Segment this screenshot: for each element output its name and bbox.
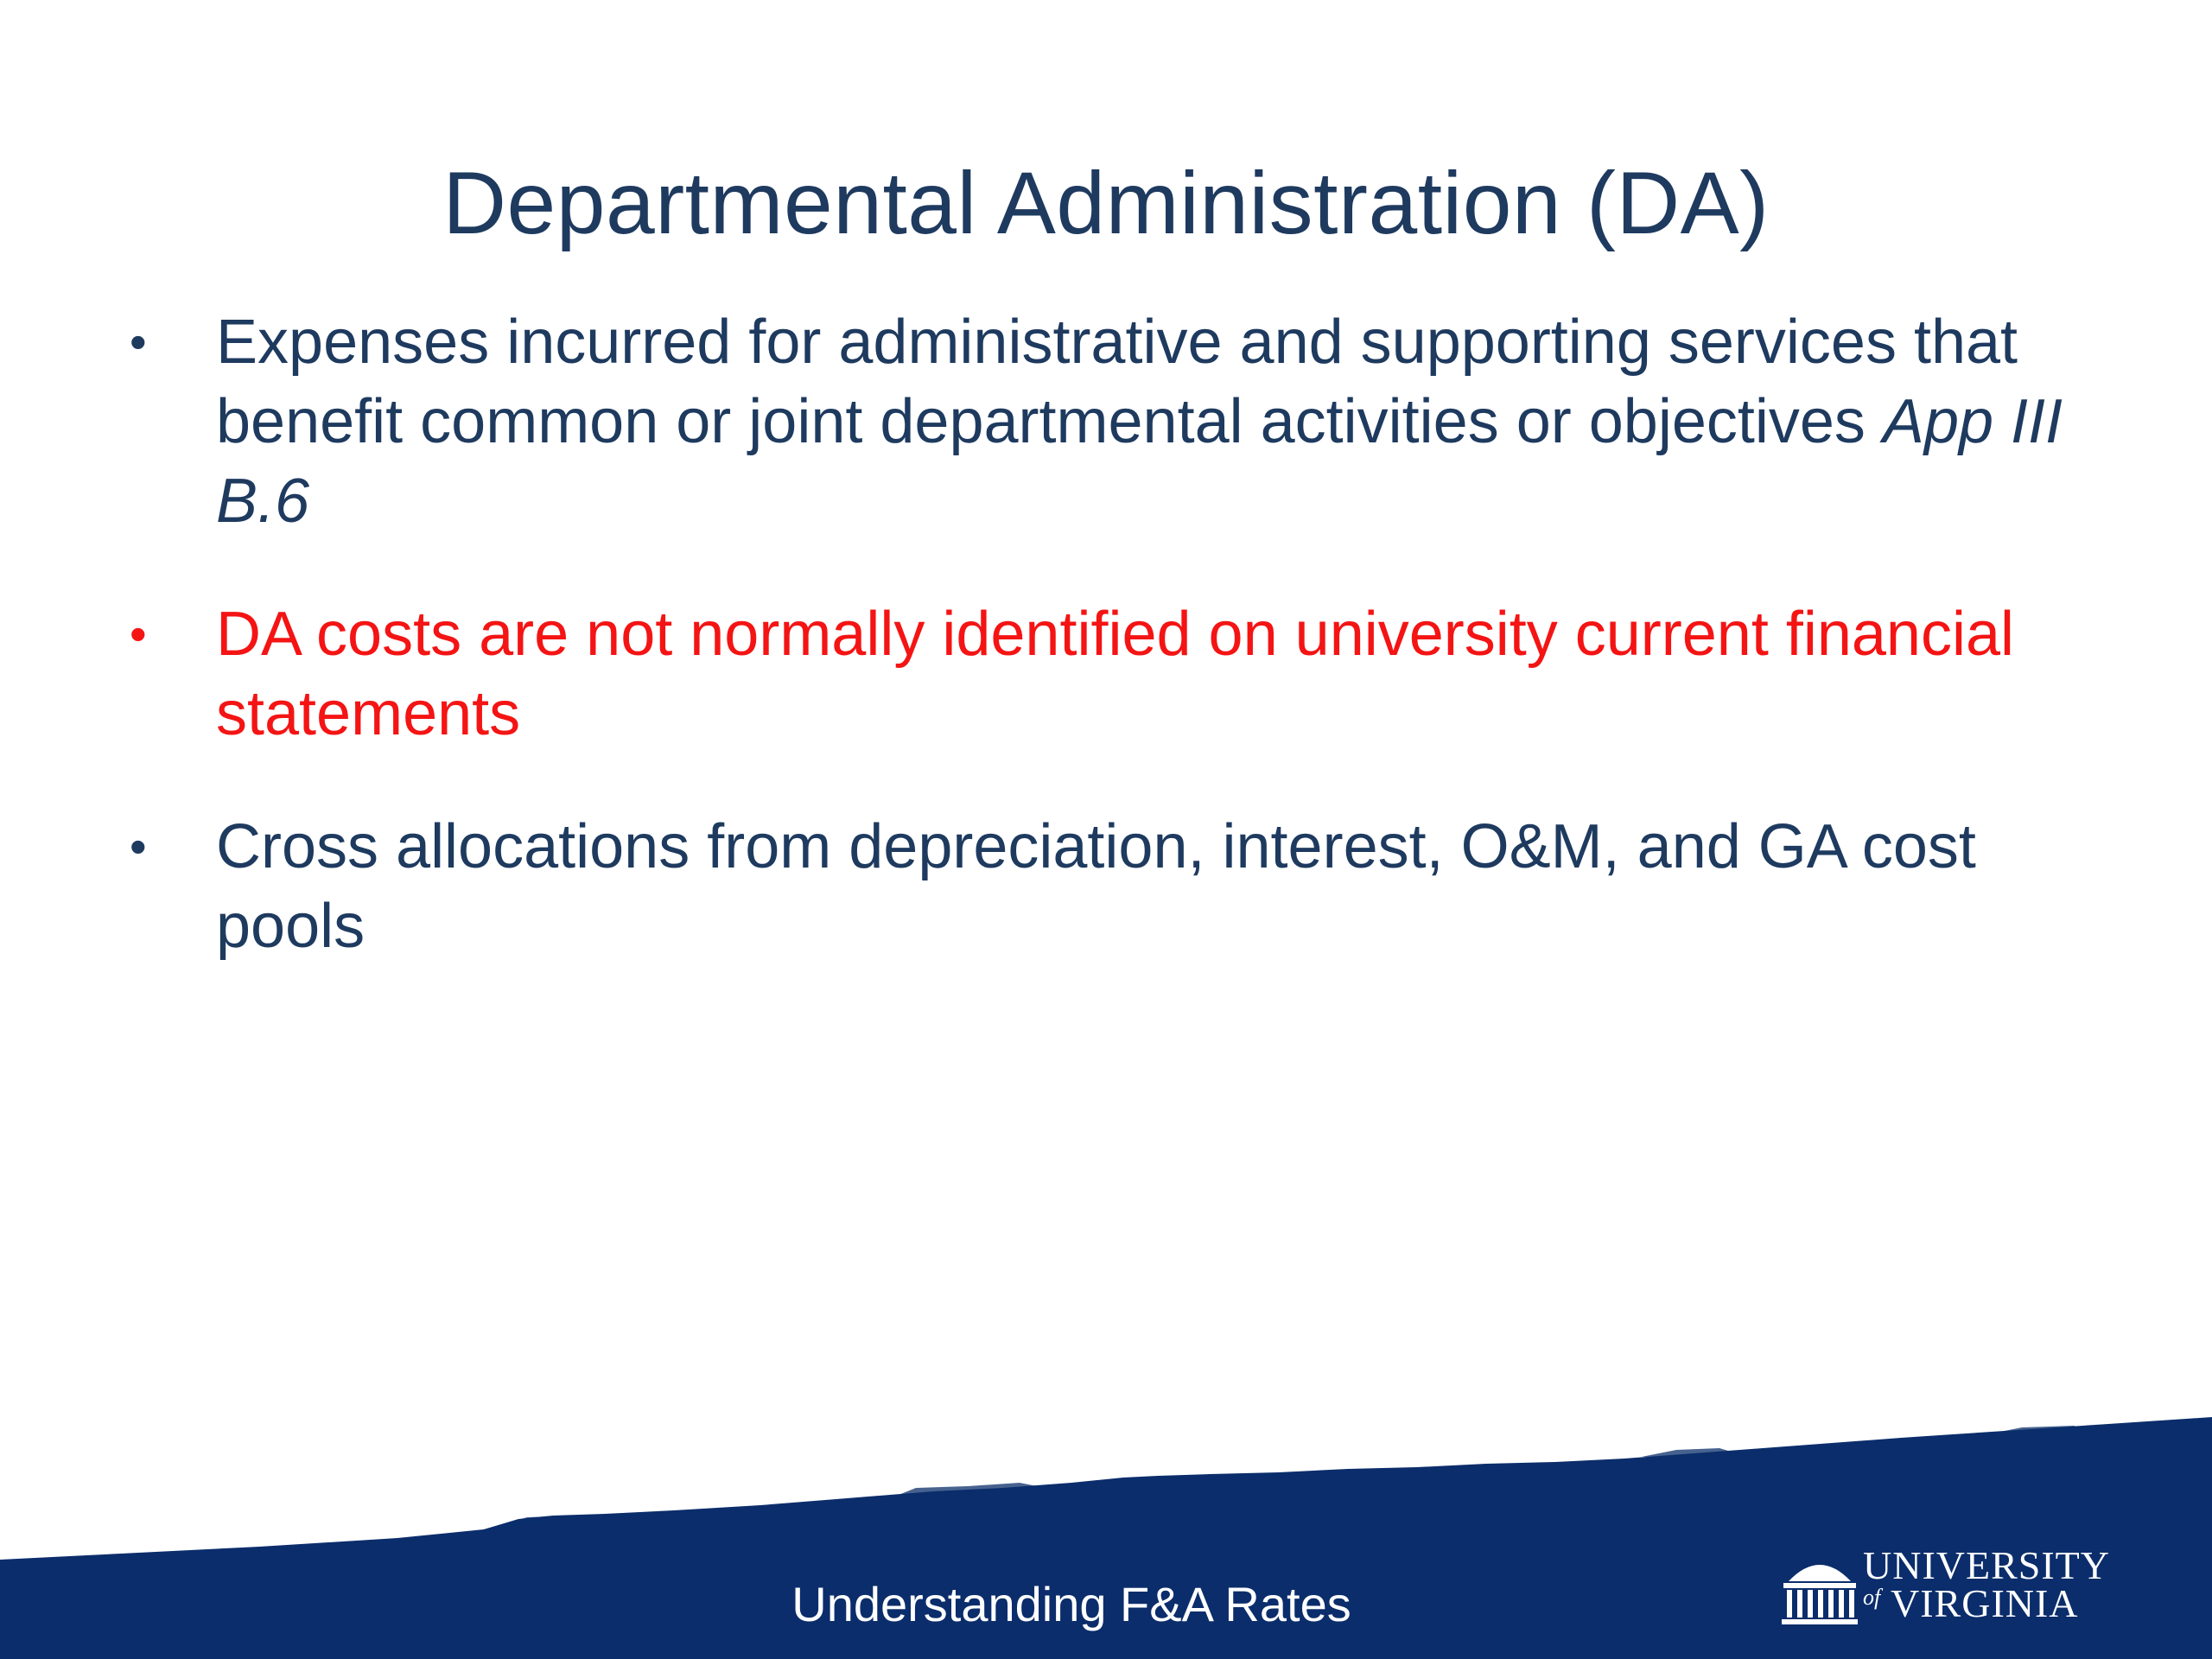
bullet-item [130, 807, 2082, 966]
citation: App III B.6 [216, 387, 2063, 536]
bullet-item [130, 302, 2082, 541]
university-logo [1780, 1545, 2126, 1631]
bullet-marker: • [130, 607, 147, 661]
bullet-text: DA costs are not normally identified on university current financial statements [216, 600, 2015, 748]
logo-line-virginia: VIRGINIA [1891, 1581, 2079, 1625]
bullet-list [130, 302, 2082, 966]
rotunda-icon [1780, 1552, 1859, 1626]
bullet-marker: • [130, 819, 147, 874]
bullet-text: Expenses incurred for administrative and supporting services that benefit common or joint departmental activities or objectives [216, 308, 2018, 456]
bullet-item-highlighted [130, 594, 2082, 753]
logo-of: of [1863, 1585, 1881, 1610]
logo-line-university: UNIVERSITY [1863, 1543, 2110, 1587]
bullet-marker: • [130, 315, 147, 369]
slide-title: Departmental Administration (DA) [442, 154, 1770, 252]
bullet-text: Cross allocations from depreciation, interest, O&M, and GA cost pools [216, 812, 1976, 961]
footer-title: Understanding F&A Rates [791, 1577, 1351, 1631]
